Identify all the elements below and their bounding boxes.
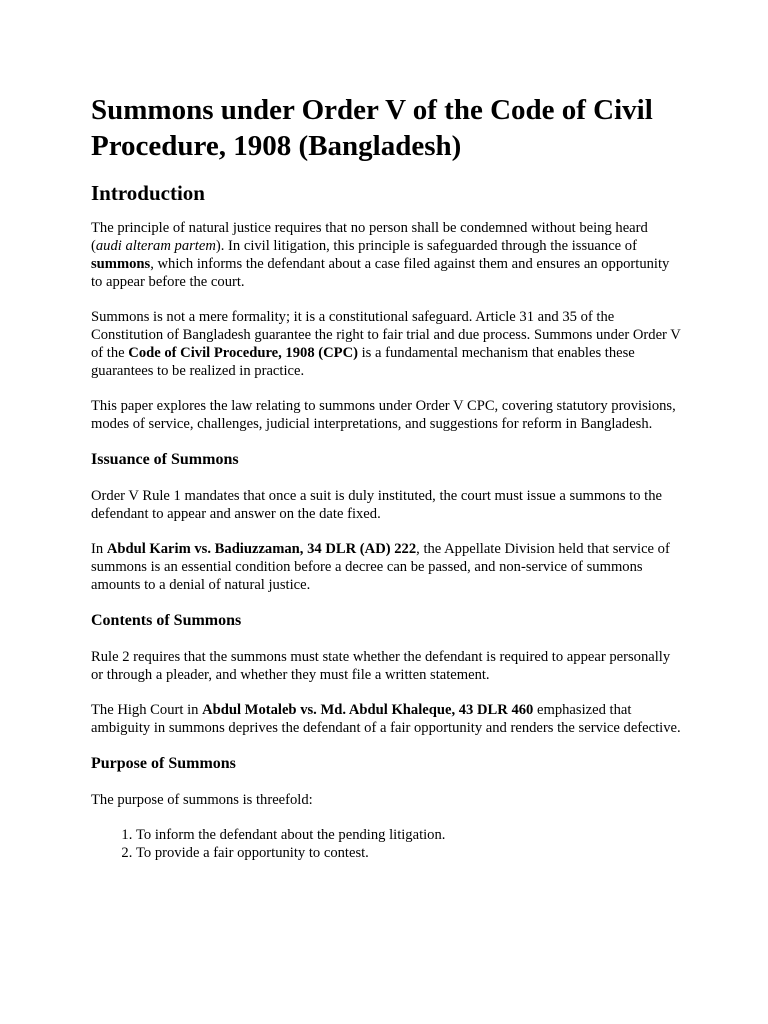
- text-run: , the Appellate Division held that service of summons is an essential condition before a decree can be passed, and non-service of summons amounts to a denial of natural justice.: [91, 541, 670, 593]
- section-heading-contents: Contents of Summons: [91, 612, 242, 629]
- case-citation: Abdul Motaleb vs. Md. Abdul Khaleque, 43 DLR 460: [202, 702, 534, 718]
- section-heading-purpose: Purpose of Summons: [91, 755, 236, 772]
- bold-term: Code of Civil Procedure, 1908 (CPC): [128, 345, 358, 361]
- text-run: The principle of natural justice requires that no person shall be condemned without being heard (: [91, 220, 648, 254]
- text-run: is a fundamental mechanism that enables these guarantees to be realized in practice.: [91, 345, 635, 379]
- text-run: ). In civil litigation, this principle is safeguarded through the issuance of: [215, 238, 637, 254]
- section-heading-issuance: Issuance of Summons: [91, 451, 239, 468]
- bold-term: summons: [91, 256, 151, 272]
- document-title: Summons under Order V of the Code of Civil Procedure, 1908 (Bangladesh): [91, 94, 653, 162]
- section-heading-introduction: Introduction: [91, 181, 205, 205]
- text-run: The High Court in: [91, 702, 203, 718]
- text-run: emphasized that ambiguity in summons deprives the defendant of a fair opportunity and renders the service defective.: [91, 702, 681, 736]
- intro-paragraph-2: [91, 308, 681, 380]
- contents-paragraph-2: [91, 701, 681, 737]
- issuance-paragraph-1: Order V Rule 1 mandates that once a suit is duly instituted, the court must issue a summons to the defendant to appear and answer on the date fixed.: [91, 488, 662, 522]
- document-page: [91, 92, 681, 862]
- text-run: In: [91, 541, 107, 557]
- intro-paragraph-1: [91, 219, 681, 291]
- issuance-paragraph-2: [91, 540, 681, 594]
- case-citation: Abdul Karim vs. Badiuzzaman, 34 DLR (AD) 222: [106, 541, 417, 557]
- list-item: 2. To provide a fair opportunity to contest.: [136, 844, 681, 862]
- contents-paragraph-1: Rule 2 requires that the summons must state whether the defendant is required to appear personally or through a pleader, and whether they must file a written statement.: [91, 649, 671, 683]
- purpose-paragraph-1: The purpose of summons is threefold:: [91, 792, 313, 808]
- intro-paragraph-3: This paper explores the law relating to summons under Order V CPC, covering statutory provisions, modes of service, challenges, judicial interpretations, and suggestions for reform in Bangladesh.: [91, 398, 676, 432]
- purpose-list: [91, 826, 681, 862]
- list-item: 1. To inform the defendant about the pending litigation.: [136, 826, 681, 844]
- text-run: , which informs the defendant about a case filed against them and ensures an opportunity to appear before the court.: [91, 256, 670, 290]
- text-run: Summons is not a mere formality; it is a constitutional safeguard. Article 31 and 35 of the Constitution of Bangladesh guarantee the right to fair trial and due process. Summons under Order V of the: [91, 309, 681, 361]
- latin-phrase: audi alteram partem: [95, 238, 216, 254]
